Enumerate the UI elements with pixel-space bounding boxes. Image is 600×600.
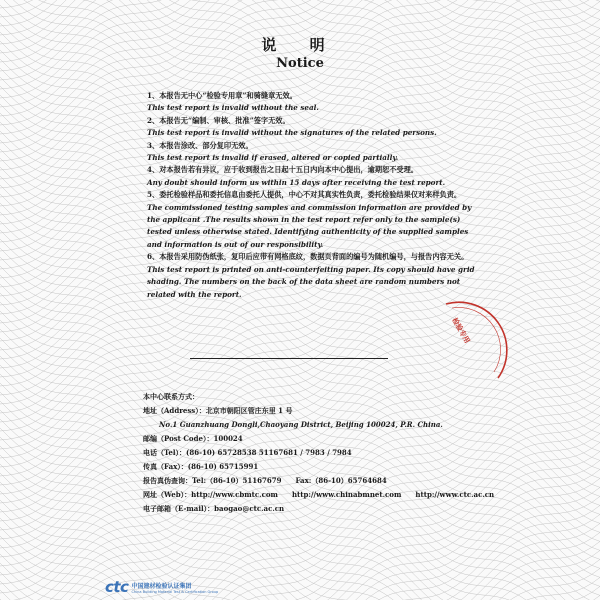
verification-fax: Fax:（86-10）65764684 xyxy=(295,476,387,485)
tel-value: (86-10) 65728538 51167681 / 7983 / 7984 xyxy=(186,448,352,457)
ctc-logo-name-en: China Building Material Test & Certification Group xyxy=(131,589,219,594)
email-row xyxy=(143,502,483,516)
address-zh: 北京市朝阳区管庄东里 1 号 xyxy=(205,406,293,415)
address-en: No.1 Guanzhuang Dongli,Chaoyang District, Beijing 100024, P.R. China. xyxy=(159,420,443,429)
contact-heading: 本中心联系方式： xyxy=(143,392,199,401)
web-row xyxy=(143,488,495,502)
title-chinese: 说 明 xyxy=(261,36,339,54)
notice-item xyxy=(147,90,477,115)
notice-text-en: The commissioned testing samples and commission information are provided by the applicant .The results shown in the test report refer only to the sample(s) tested unless otherwise stated. Identifying authenticity of the supplied samples and information is out of our responsibility. xyxy=(147,202,472,249)
contact-info xyxy=(143,390,495,516)
notice-list xyxy=(147,90,477,301)
email-label: 电子邮箱（E-mail）： xyxy=(143,504,215,513)
notice-number: 1、 xyxy=(147,91,160,100)
notice-text-en: This test report is invalid without the signatures of the related persons. xyxy=(147,128,437,138)
notice-item xyxy=(147,189,477,251)
web-link-cbmtc[interactable]: http://www.cbmtc.com xyxy=(191,490,278,499)
postcode-row xyxy=(143,432,483,446)
web-link-ctc[interactable]: http://www.ctc.ac.cn xyxy=(415,490,495,499)
notice-text-zh: 本报告涂改、部分复印无效。 xyxy=(159,140,253,150)
address-row xyxy=(143,404,483,418)
address-label: 地址（Address）： xyxy=(143,406,206,415)
notice-number: 3、 xyxy=(147,140,160,150)
notice-number: 4、 xyxy=(147,165,160,175)
notice-text-zh: 本报告无中心“检验专用章”和骑缝章无效。 xyxy=(159,91,297,100)
verification-label: 报告真伪查询： xyxy=(143,476,192,485)
inspection-seal-stamp xyxy=(428,282,528,382)
fax-row xyxy=(143,460,483,474)
separator-line xyxy=(190,358,388,359)
fax-label: 传真（Fax）： xyxy=(143,462,188,471)
notice-number: 2、 xyxy=(147,115,160,125)
notice-text-zh: 本报告采用防伪纸张，复印后应带有网格底纹，数据页背面的编号为随机编号，与报告内容无关。 xyxy=(159,252,469,262)
fax-value: (86-10) 65715991 xyxy=(187,462,259,471)
ctc-logo-name-zh: 中国建材检验认证集团 xyxy=(131,582,192,590)
ctc-logo xyxy=(105,578,218,596)
web-link-chinabmnet[interactable]: http://www.chinabmnet.com xyxy=(291,490,402,499)
notice-text-en: This test report is invalid without the seal. xyxy=(147,103,319,113)
notice-text-en: This test report is printed on anti-counterfeiting paper. Its copy should have grid shading. The numbers on the back of the data sheet are random numbers not related with the report. xyxy=(147,264,475,299)
tel-label: 电话（Tel）： xyxy=(143,448,187,457)
notice-item xyxy=(147,140,477,165)
notice-text-zh: 对本报告若有异议，应于收到报告之日起十五日内向本中心提出，逾期恕不受理。 xyxy=(159,165,418,175)
notice-text-en: This test report is invalid if erased, altered or copied partially. xyxy=(147,153,399,163)
postcode-value: 100024 xyxy=(213,434,243,443)
tel-row xyxy=(143,446,483,460)
notice-item xyxy=(147,164,477,189)
notice-item xyxy=(147,115,477,140)
notice-number: 6、 xyxy=(147,252,160,262)
notice-number: 5、 xyxy=(147,190,160,200)
notice-text-en: Any doubt should inform us within 15 days after receiving the test report. xyxy=(147,177,446,187)
web-label: 网址（Web）： xyxy=(143,490,192,499)
notice-text-zh: 委托检验样品和委托信息由委托人提供，中心不对其真实性负责，委托检验结果仅对来样负责。 xyxy=(159,190,462,200)
notice-text-zh: 本报告无“编制、审核、批准”签字无效。 xyxy=(159,115,290,125)
postcode-label: 邮编（Post Code）： xyxy=(143,434,214,443)
verification-tel: Tel:（86-10）51167679 xyxy=(192,476,282,485)
seal-text: 检验专用 xyxy=(450,316,472,345)
title-english: Notice xyxy=(276,56,324,71)
email-link[interactable]: baogao@ctc.ac.cn xyxy=(214,504,285,513)
ctc-logo-mark: ctc xyxy=(105,578,129,596)
verification-row xyxy=(143,474,483,488)
